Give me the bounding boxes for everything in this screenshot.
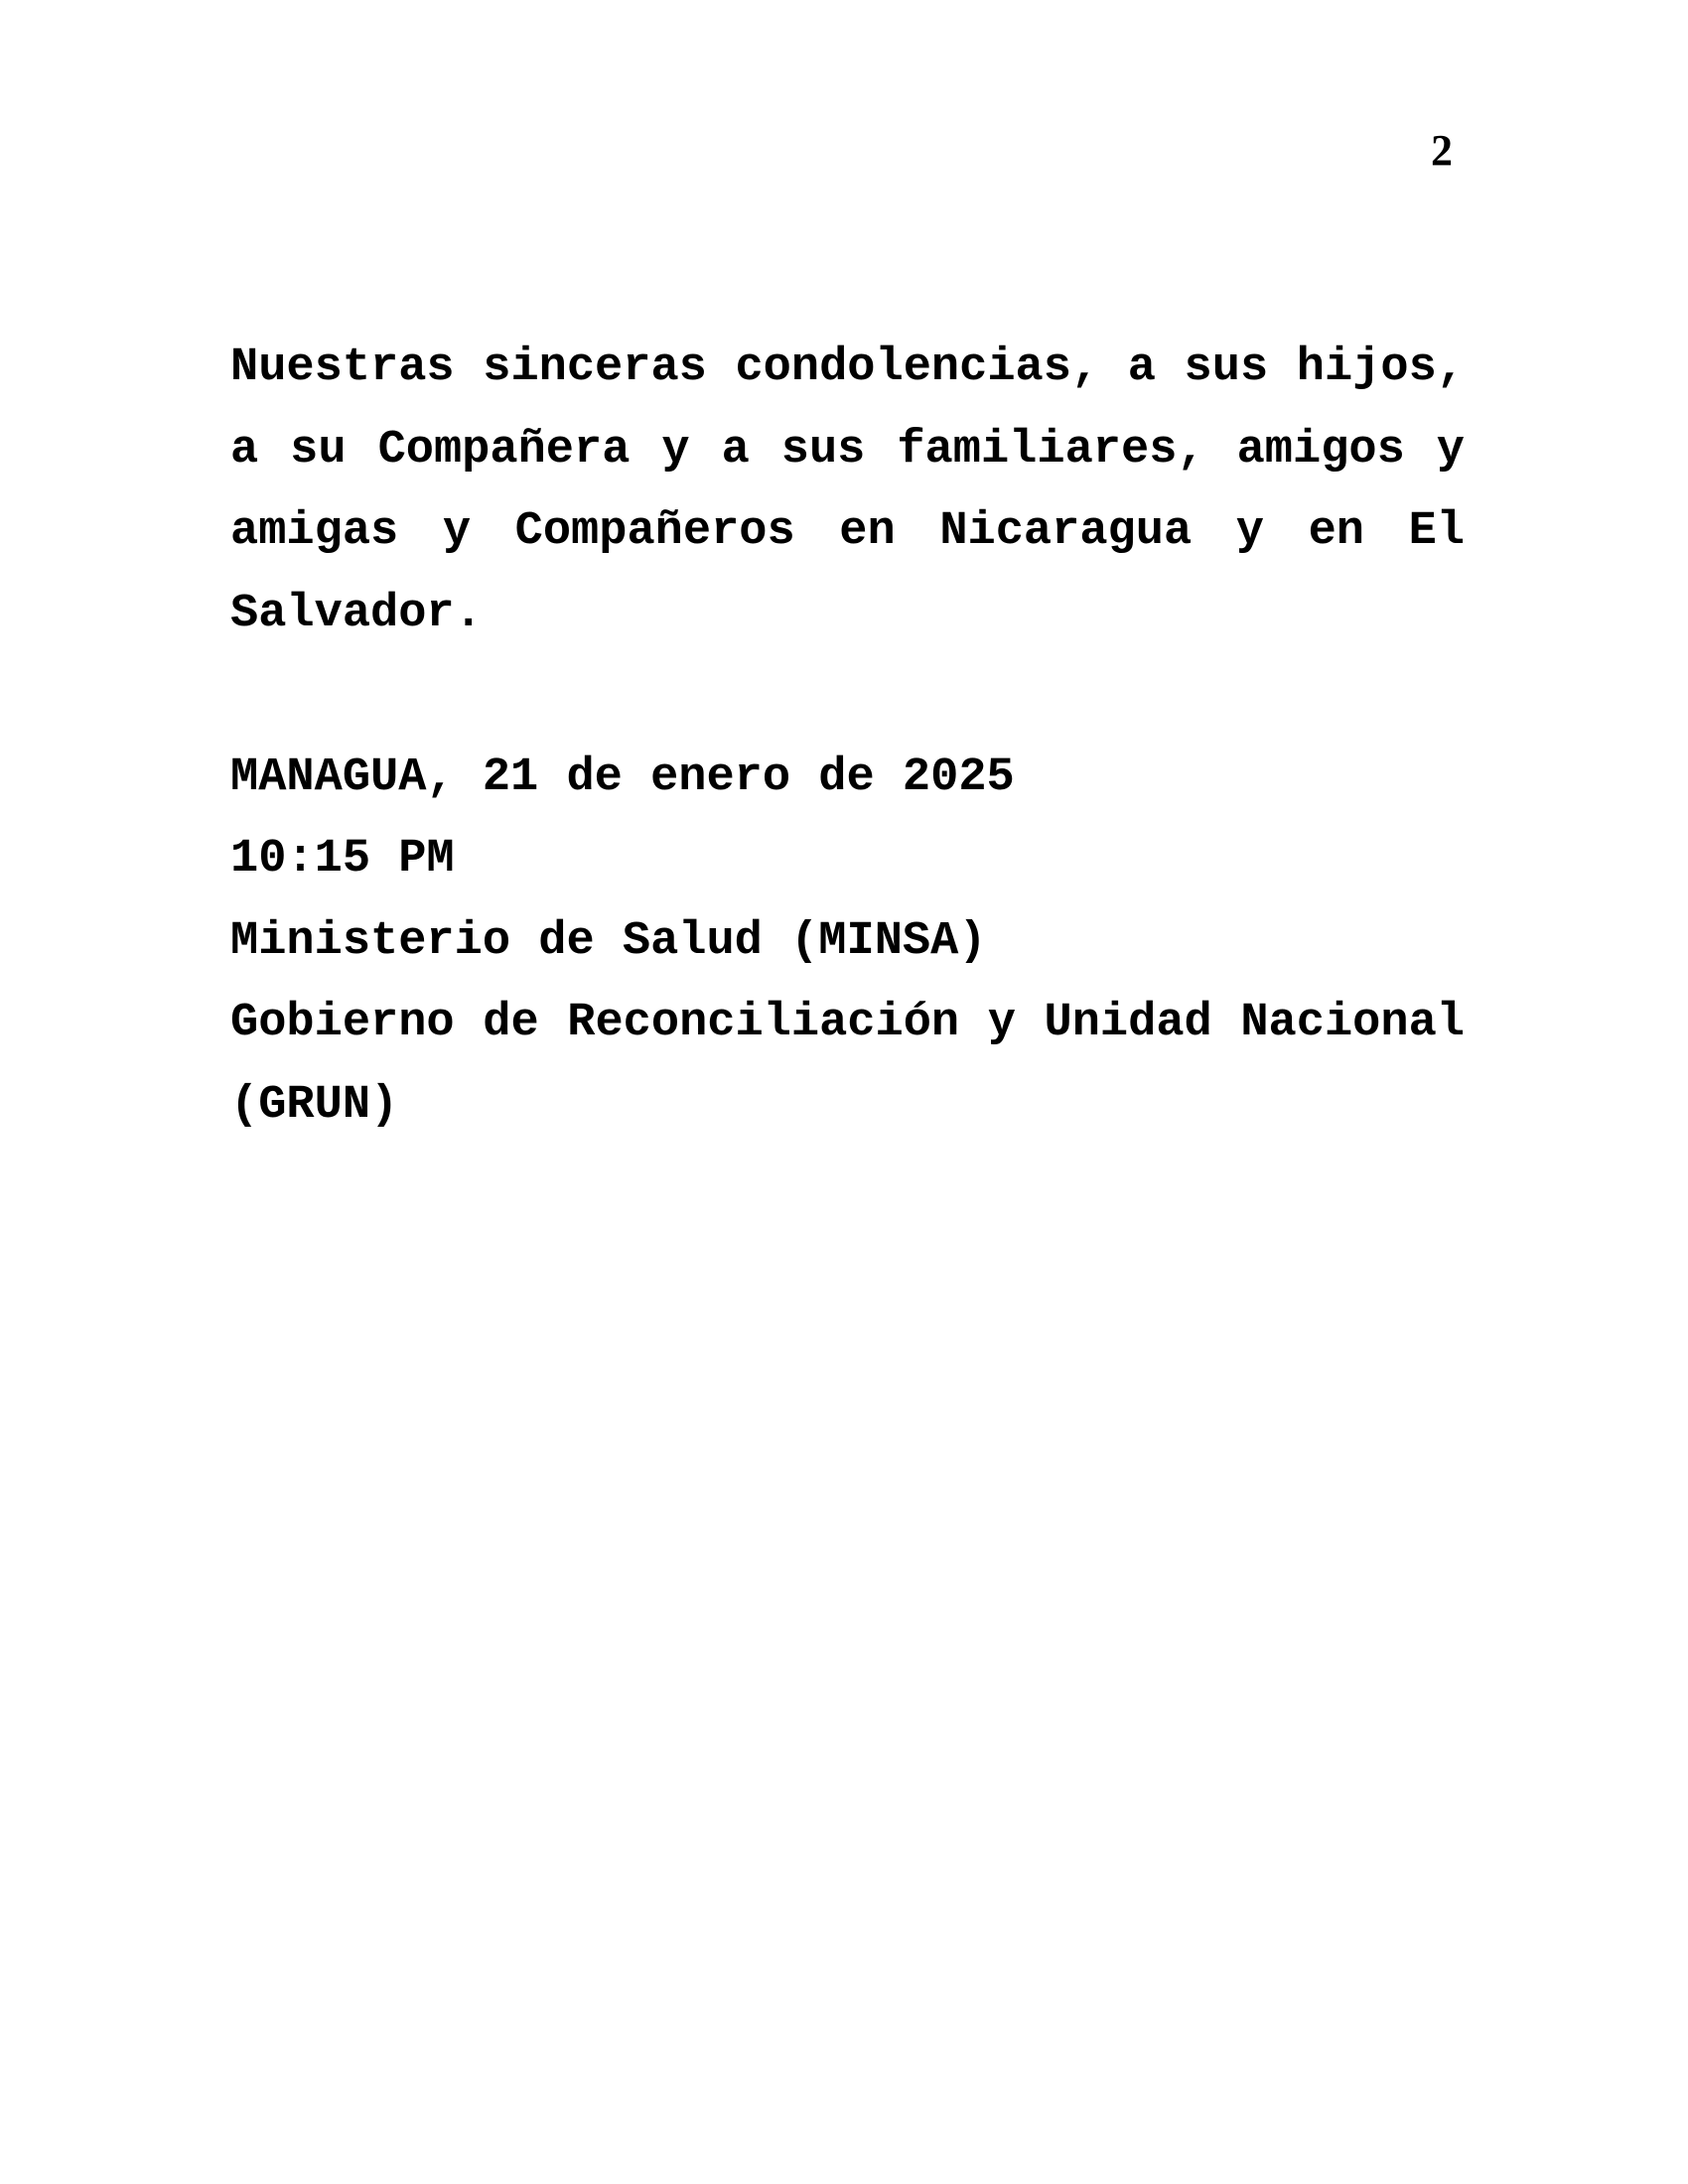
paragraph-condolences: Nuestras sinceras condolencias, a sus hijos, a su Compañera y a sus familiares, amigos y amigas y Compañeros en Nicaragua y en El Salvador. [230,341,1465,640]
page-number: 2 [1431,126,1453,175]
document-body [230,328,1465,1147]
paragraph-ministry: Ministerio de Salud (MINSA) [230,914,987,968]
paragraph-dateline: MANAGUA, 21 de enero de 2025 [230,751,1015,804]
paragraph-time: 10:15 PM [230,833,455,886]
paragraph-government: Gobierno de Reconciliación y Unidad Nacional (GRUN) [230,997,1465,1132]
